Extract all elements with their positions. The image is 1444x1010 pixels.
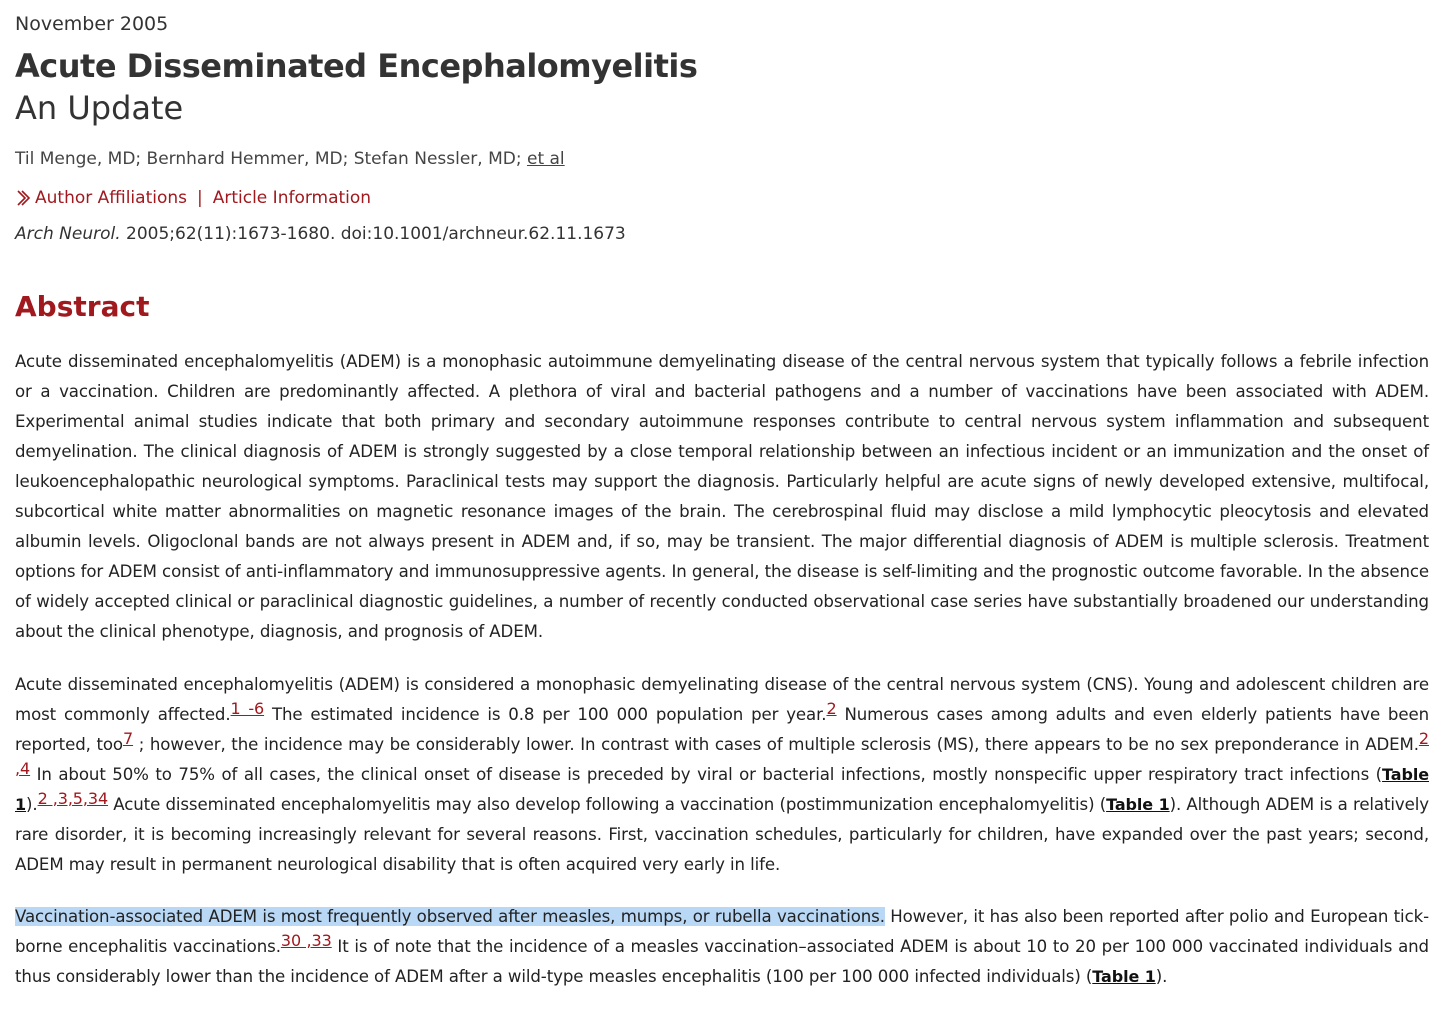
- text-run: ; however, the incidence may be considerably lower. In contrast with cases of multiple sclerosis (MS), there appears to be no sex preponderance in ADEM.: [133, 735, 1419, 754]
- article-information-link[interactable]: Article Information: [212, 188, 372, 208]
- text-run: The estimated incidence is 0.8 per 100 000 population per year.: [264, 705, 827, 724]
- text-run: In about 50% to 75% of all cases, the clinical onset of disease is preceded by viral or bacterial infections, mostly nonspecific upper respiratory tract infections (: [30, 765, 1383, 784]
- text-run: Numerous cases among adults and even elderly patients have been reported, too: [15, 705, 1429, 754]
- citation-details: 2005;62(11):1673-1680. doi:10.1001/archneur.62.11.1673: [120, 224, 626, 244]
- reference-link[interactable]: 1 -6: [230, 699, 265, 718]
- journal-name: Arch Neurol.: [15, 224, 121, 244]
- text-run: ). Although ADEM is a relatively rare disorder, it is becoming increasingly relevant for several reasons. First, vaccination schedules, particularly for children, have expanded over the past years; second, ADEM may result in permanent neurological disability that is often acquired very early in life.: [15, 795, 1429, 874]
- text-run: ).: [26, 795, 38, 814]
- chevron-right-icon: [15, 189, 35, 207]
- more-authors-link[interactable]: et al: [526, 149, 565, 169]
- reference-link[interactable]: 7: [122, 729, 134, 748]
- article-meta-links: [15, 185, 1429, 211]
- table-link[interactable]: Table 1: [1092, 967, 1156, 986]
- reference-link[interactable]: 2 ,3,5,34: [37, 789, 109, 808]
- author-affiliations-link[interactable]: Author Affiliations: [35, 188, 187, 208]
- abstract-heading: Abstract: [15, 290, 150, 323]
- text-run: It is of note that the incidence of a measles vaccination–associated ADEM is about 10 to 20 per 100 000 vaccinated individuals and thus considerably lower than the incidence of ADEM after a wild-type measles encephalitis (100 per 100 000 infected individuals) (: [15, 937, 1429, 986]
- article-subtitle: An Update: [15, 89, 184, 127]
- table-link[interactable]: Table 1: [15, 765, 1429, 814]
- author-list: [15, 146, 1429, 172]
- reference-link[interactable]: 2 ,4: [15, 729, 1429, 778]
- text-run: Acute disseminated encephalomyelitis (ADEM) is considered a monophasic demyelinating disease of the central nervous system (CNS). Young and adolescent children are most commonly affected.: [15, 675, 1429, 724]
- text-run: Acute disseminated encephalomyelitis may also develop following a vaccination (postimmunization encephalomyelitis) (: [108, 795, 1107, 814]
- article-title: Acute Disseminated Encephalomyelitis: [15, 47, 698, 85]
- link-separator: |: [197, 188, 203, 208]
- text-run: ).: [1155, 967, 1168, 986]
- highlighted-text: Vaccination-associated ADEM is most frequently observed after measles, mumps, or rubella vaccinations.: [15, 907, 885, 926]
- publication-date: November 2005: [15, 13, 169, 35]
- body-paragraph: [15, 902, 1429, 992]
- author-names: Til Menge, MD; Bernhard Hemmer, MD; Stefan Nessler, MD;: [15, 149, 527, 169]
- abstract-text: Acute disseminated encephalomyelitis (ADEM) is a monophasic autoimmune demyelinating disease of the central nervous system that typically follows a febrile infection or a vaccination. Children are predominantly affected. A plethora of viral and bacterial pathogens and a number of vaccinations have been associated with ADEM. Experimental animal studies indicate that both primary and secondary autoimmune responses contribute to central nervous system inflammation and subsequent demyelination. The clinical diagnosis of ADEM is strongly suggested by a close temporal relationship between an infectious incident or an immunization and the onset of leukoencephalopathic neurological symptoms. Paraclinical tests may support the diagnosis. Particularly helpful are acute signs of newly developed extensive, multifocal, subcortical white matter abnormalities on magnetic resonance images of the brain. The cerebrospinal fluid may disclose a mild lymphocytic pleocytosis and elevated albumin levels. Oligoclonal bands are not always present in ADEM and, if so, may be transient. The major differential diagnosis of ADEM is multiple sclerosis. Treatment options for ADEM consist of anti-inflammatory and immunosuppressive agents. In general, the disease is self-limiting and the prognostic outcome favorable. In the absence of widely accepted clinical or paraclinical diagnostic guidelines, a number of recently conducted observational case series have substantially broadened our understanding about the clinical phenotype, diagnosis, and prognosis of ADEM.: [15, 352, 1429, 641]
- body-paragraph: [15, 670, 1429, 880]
- reference-link[interactable]: 30 ,33: [280, 931, 332, 950]
- reference-link[interactable]: 2: [826, 699, 837, 718]
- table-link[interactable]: Table 1: [1106, 795, 1170, 814]
- text-run: However, it has also been reported after polio and European tick-borne encephalitis vaccinations.: [15, 907, 1429, 956]
- citation: [15, 221, 1429, 247]
